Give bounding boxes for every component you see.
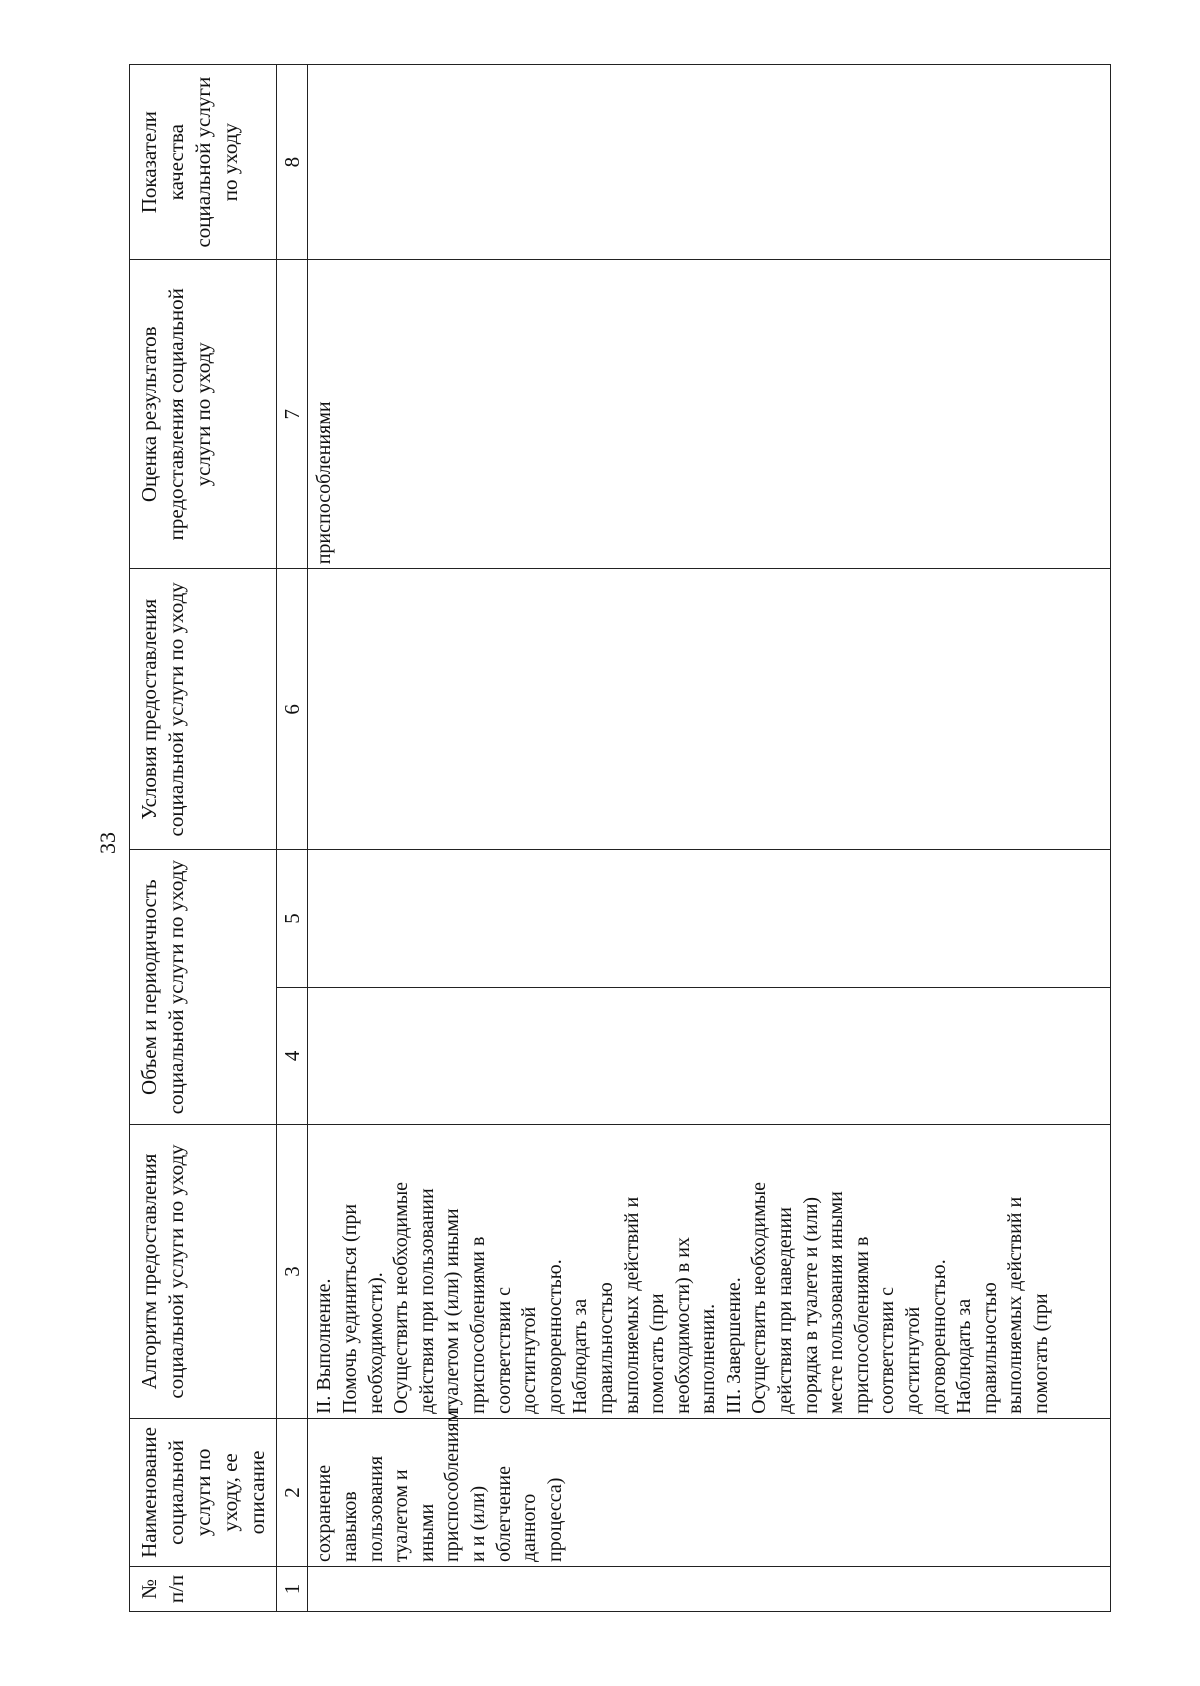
results-evaluation-text: приспособлениями (313, 401, 336, 565)
algorithm-line: выполняемых действий и (1004, 1196, 1027, 1414)
column-number: 4 (277, 987, 308, 1124)
algorithm-line: правильностью (978, 1282, 1001, 1414)
algorithm-line: договоренностью. (927, 1259, 950, 1414)
algorithm-line: приспособлениями в (850, 1236, 873, 1414)
column-number: 6 (277, 569, 308, 850)
service-name-line: сохранение (313, 1464, 336, 1562)
service-name-line: навыков (338, 1491, 361, 1562)
column-number: 2 (277, 1418, 308, 1566)
algorithm-line: туалетом и (или) иными (441, 1208, 464, 1414)
cell-volume (308, 987, 1111, 1124)
algorithm-line: выполняемых действий и (620, 1196, 643, 1414)
algorithm-line: необходимости). (364, 1272, 387, 1414)
cell-algorithm (308, 1124, 1111, 1418)
service-name-line: данного (518, 1493, 541, 1562)
cell-results-evaluation (308, 260, 1111, 569)
algorithm-line: соответствии с (876, 1287, 899, 1414)
rotated-table-wrapper (129, 64, 1111, 1612)
service-name-line: процесса) (543, 1477, 566, 1562)
algorithm-line: правильностью (594, 1282, 617, 1414)
cell-number (308, 1566, 1111, 1611)
column-number: 7 (277, 260, 308, 569)
cell-conditions (308, 569, 1111, 850)
algorithm-line: Наблюдать за (953, 1298, 976, 1414)
cell-quality-indicators (308, 65, 1111, 260)
column-number: 8 (277, 65, 308, 260)
header-service-name: Наименование социальной услуги по уходу, ее описание (130, 1418, 277, 1566)
column-number: 3 (277, 1124, 308, 1418)
services-table (129, 64, 1111, 1612)
header-row (130, 65, 277, 1612)
column-number: 5 (277, 850, 308, 987)
algorithm-line: выполнении. (697, 1303, 720, 1414)
algorithm-line: II. Выполнение. (313, 1278, 336, 1414)
algorithm-line: достигнутой (518, 1306, 541, 1414)
algorithm-line: приспособлениями в (466, 1236, 489, 1414)
header-conditions: Условия предоставления социальной услуги по уходу (130, 569, 277, 850)
column-number-row (277, 65, 308, 1612)
algorithm-line: Наблюдать за (569, 1298, 592, 1414)
header-quality-indicators: Показатели качества социальной услуги по уходу (130, 65, 277, 260)
service-name-line: пользования (364, 1455, 387, 1562)
algorithm-line: месте пользования иными (825, 1191, 848, 1414)
algorithm-line: действия при пользовании (415, 1188, 438, 1414)
page-number: 33 (95, 832, 120, 854)
column-number: 1 (277, 1566, 308, 1611)
algorithm-line: помогать (при (646, 1293, 669, 1414)
service-name-line: иными (415, 1503, 438, 1562)
service-name-line: туалетом и (390, 1469, 413, 1562)
service-name-line: и и (или) (466, 1485, 489, 1562)
algorithm-line: договоренностью. (543, 1259, 566, 1414)
header-volume-periodicity: Объем и периодичность социальной услуги по уходу (130, 850, 277, 1125)
algorithm-line: порядка в туалете и (или) (799, 1196, 822, 1414)
algorithm-line: Помочь уединиться (при (338, 1203, 361, 1414)
algorithm-line: действия при наведении (774, 1207, 797, 1414)
header-results-evaluation: Оценка результатов предоставления социальной услуги по уходу (130, 260, 277, 569)
cell-service-name (308, 1409, 1111, 1566)
header-algorithm: Алгоритм предоставления социальной услуги по уходу (130, 1124, 277, 1418)
algorithm-line: Осуществить необходимые (390, 1181, 413, 1414)
cell-periodicity (308, 850, 1111, 987)
service-name-line: облегчение (492, 1465, 515, 1562)
service-name-line: приспособлениям (441, 1409, 464, 1562)
algorithm-line: необходимости) в их (671, 1237, 694, 1414)
table-row (308, 65, 1111, 1612)
algorithm-line: Осуществить необходимые (748, 1181, 771, 1414)
header-number: № п/п (130, 1566, 277, 1611)
algorithm-line: помогать (при (1030, 1293, 1052, 1414)
algorithm-line: достигнутой (902, 1306, 925, 1414)
algorithm-line: соответствии с (492, 1287, 515, 1414)
algorithm-line: III. Завершение. (722, 1277, 745, 1414)
